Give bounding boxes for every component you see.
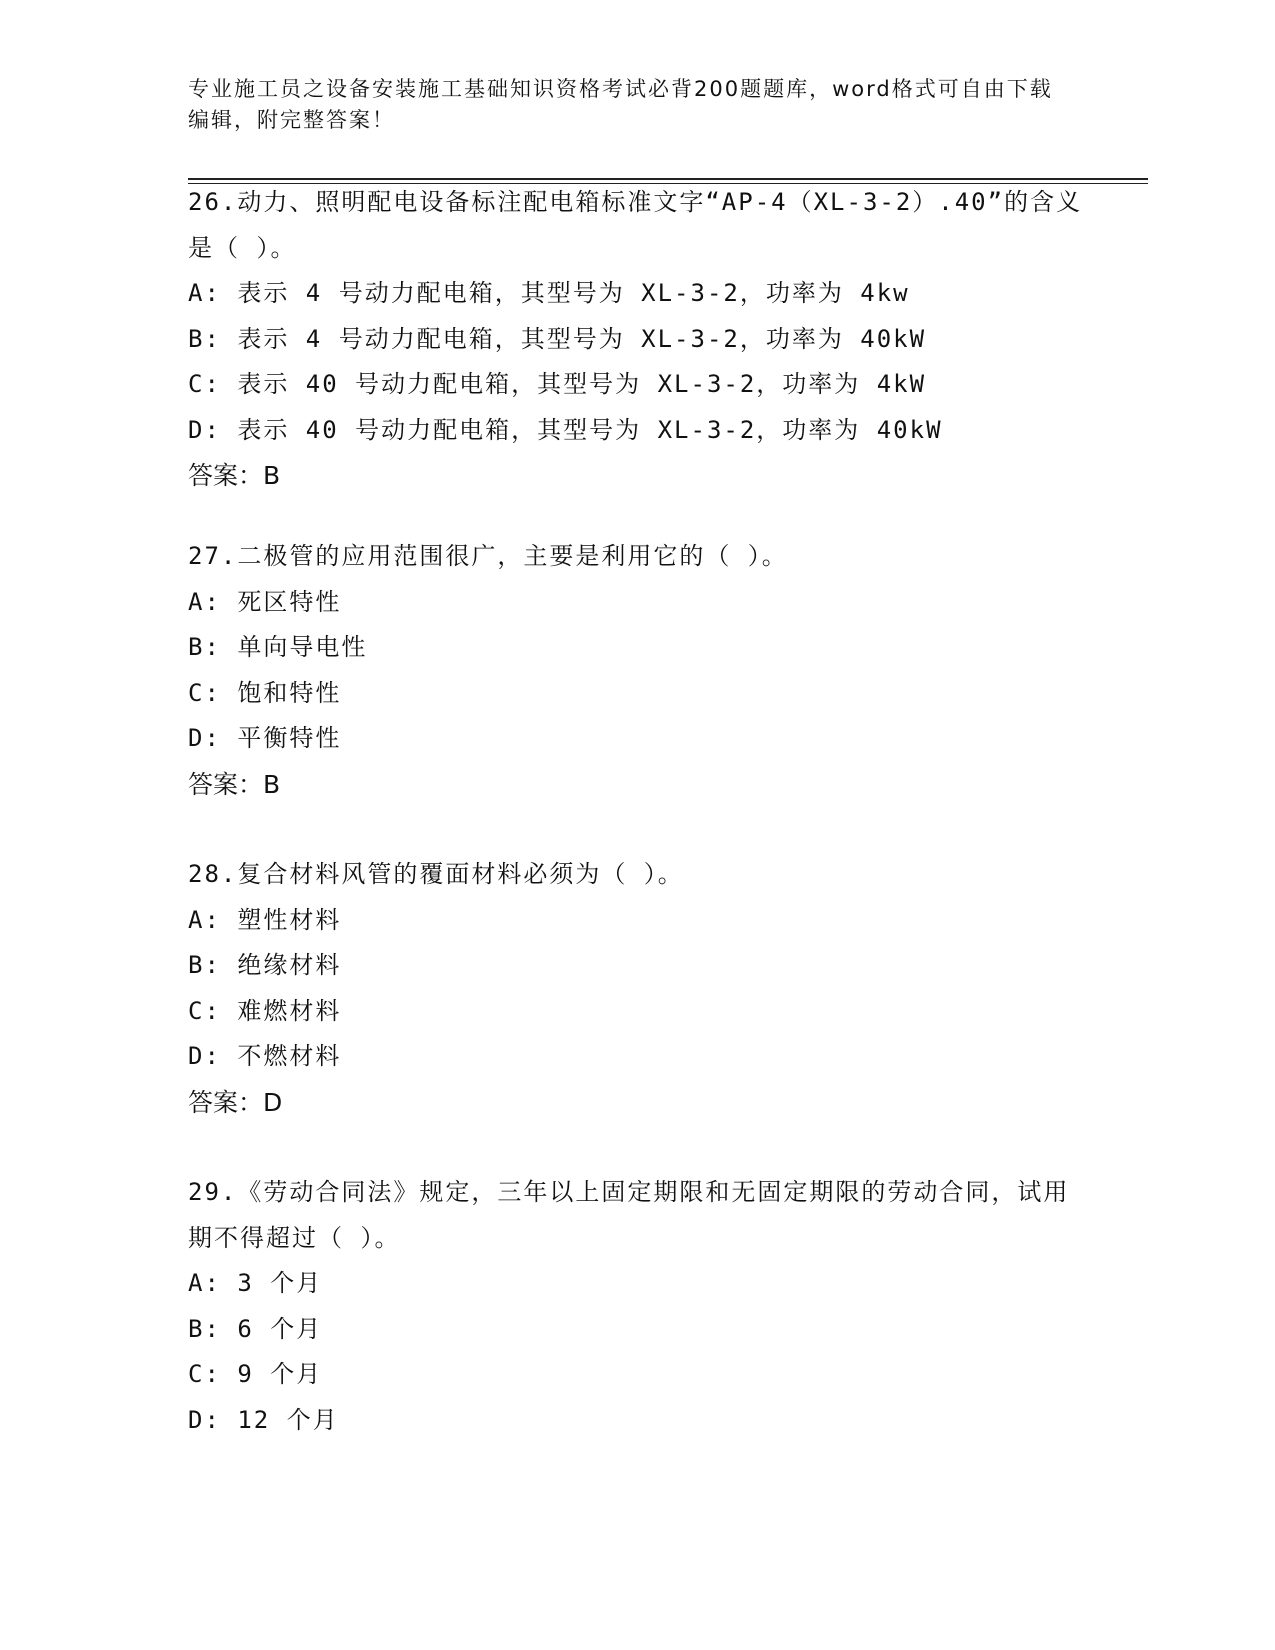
option-a: A: 3 个月: [188, 1269, 323, 1297]
question-29: [188, 1170, 1088, 1443]
option-b: B: 表示 4 号动力配电箱，其型号为 XL-3-2，功率为 40kW: [188, 324, 927, 353]
question-27: [188, 534, 1088, 807]
question-28: [188, 852, 1088, 1125]
page-header: 专业施工员之设备安装施工基础知识资格考试必背200题题库，word格式可自由下载编辑，附完整答案！: [188, 77, 1053, 132]
question-stem: 26.动力、照明配电设备标注配电箱标准文字“AP-4（XL-3-2）.40”的含义是（ ）。: [188, 188, 1083, 262]
answer-text: 答案：D: [188, 1087, 283, 1117]
option-a: A: 塑性材料: [188, 905, 342, 934]
option-d: D: 表示 40 号动力配电箱，其型号为 XL-3-2，功率为 40kW: [188, 415, 943, 444]
question-stem: 27.二极管的应用范围很广，主要是利用它的（ ）。: [188, 542, 788, 570]
answer-text: 答案：B: [188, 461, 281, 490]
option-c: C: 饱和特性: [188, 678, 342, 707]
option-c: C: 9 个月: [188, 1360, 323, 1388]
option-c: C: 难燃材料: [188, 996, 342, 1025]
option-b: B: 单向导电性: [188, 633, 368, 661]
option-b: B: 6 个月: [188, 1314, 323, 1343]
question-stem: 29.《劳动合同法》规定，三年以上固定期限和无固定期限的劳动合同，试用期不得超过（ ）。: [188, 1178, 1070, 1252]
question-stem: 28.复合材料风管的覆面材料必须为（ ）。: [188, 860, 684, 888]
option-d: D: 不燃材料: [188, 1042, 342, 1070]
question-26: [188, 180, 1088, 499]
option-d: D: 平衡特性: [188, 724, 342, 752]
option-b: B: 绝缘材料: [188, 951, 342, 979]
option-c: C: 表示 40 号动力配电箱，其型号为 XL-3-2，功率为 4kW: [188, 370, 927, 398]
option-d: D: 12 个月: [188, 1405, 339, 1434]
option-a: A: 死区特性: [188, 587, 342, 616]
answer-text: 答案：B: [188, 769, 281, 799]
option-a: A: 表示 4 号动力配电箱，其型号为 XL-3-2，功率为 4kw: [188, 279, 910, 307]
